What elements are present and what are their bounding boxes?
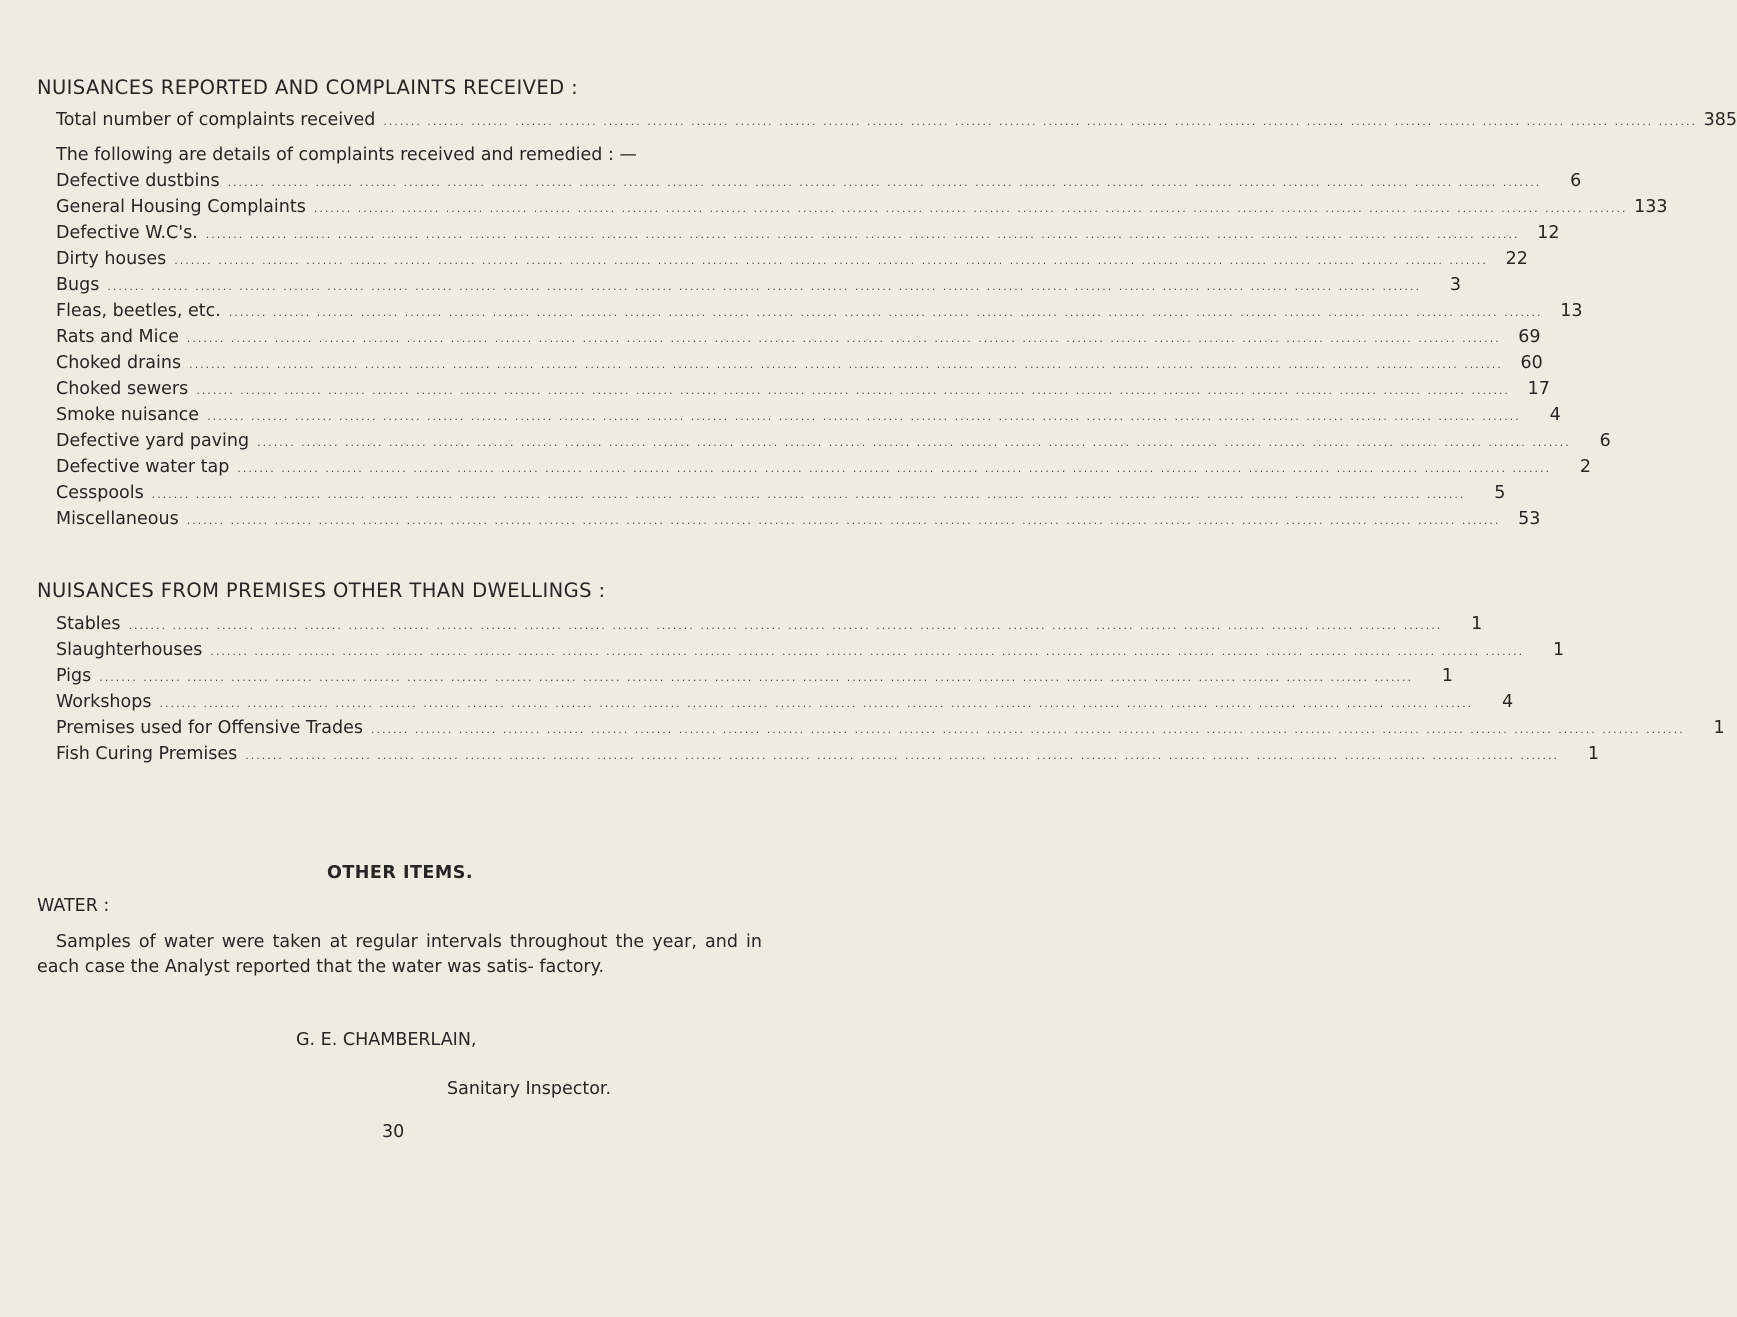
list-item: Bugs ....... ....... ....... ....... ....... ....... ....... ....... ....... ....... ....... ....... ....... ....... ....... ....... ....... ....... ....... ....... ....... ....... ....... ....... ....... ....... ....... ....... ....... ....... 3 bbox=[56, 275, 1462, 295]
water-heading: WATER : bbox=[37, 896, 110, 916]
list-item: Dirty houses ....... ....... ....... ....... ....... ....... ....... ....... ....... ....... ....... ....... ....... ....... ....... ....... ....... ....... ....... ....... ....... ....... ....... ....... ....... ....... ....... ....... ....... ....... 22 bbox=[56, 249, 1528, 269]
total-complaints-value: 385 bbox=[1703, 110, 1737, 130]
list-item: Fleas, beetles, etc. ....... ....... ....... ....... ....... ....... ....... ....... ....... ....... ....... ....... ....... ....... ....... ....... ....... ....... ....... ....... ....... ....... ....... ....... ....... ....... ....... ....... ....... ....... 13 bbox=[56, 301, 1583, 321]
list-item: Rats and Mice ....... ....... ....... ....... ....... ....... ....... ....... ....... ....... ....... ....... ....... ....... ....... ....... ....... ....... ....... ....... ....... ....... ....... ....... ....... ....... ....... ....... ....... ....... 69 bbox=[56, 327, 1541, 347]
list-item: Choked sewers ....... ....... ....... ....... ....... ....... ....... ....... ....... ....... ....... ....... ....... ....... ....... ....... ....... ....... ....... ....... ....... ....... ....... ....... ....... ....... ....... ....... ....... ....... 17 bbox=[56, 379, 1550, 399]
total-complaints-label: Total number of complaints received bbox=[56, 110, 376, 130]
list-item: Defective water tap ....... ....... ....... ....... ....... ....... ....... ....... ....... ....... ....... ....... ....... ....... ....... ....... ....... ....... ....... ....... ....... ....... ....... ....... ....... ....... ....... ....... ....... ....... 2 bbox=[56, 457, 1592, 477]
section1-intro: The following are details of complaints received and remedied : — bbox=[56, 145, 637, 165]
water-text: Samples of water were taken at regular intervals throughout the year, and in each case the Analyst reported that the water was satis- factory. bbox=[37, 932, 762, 977]
other-items-title: OTHER ITEMS. bbox=[326, 863, 474, 883]
section1-heading: NUISANCES REPORTED AND COMPLAINTS RECEIVED : bbox=[37, 76, 579, 99]
list-item: Defective yard paving ....... ....... ....... ....... ....... ....... ....... ....... ....... ....... ....... ....... ....... ....... ....... ....... ....... ....... ....... ....... ....... ....... ....... ....... ....... ....... ....... ....... ....... ....... 6 bbox=[56, 431, 1611, 451]
list-item: Choked drains ....... ....... ....... ....... ....... ....... ....... ....... ....... ....... ....... ....... ....... ....... ....... ....... ....... ....... ....... ....... ....... ....... ....... ....... ....... ....... ....... ....... ....... ....... 60 bbox=[56, 353, 1543, 373]
list-item: Miscellaneous ....... ....... ....... ....... ....... ....... ....... ....... ....... ....... ....... ....... ....... ....... ....... ....... ....... ....... ....... ....... ....... ....... ....... ....... ....... ....... ....... ....... ....... ....... 53 bbox=[56, 509, 1541, 529]
water-paragraph bbox=[37, 930, 762, 980]
list-item: Smoke nuisance ....... ....... ....... ....... ....... ....... ....... ....... ....... ....... ....... ....... ....... ....... ....... ....... ....... ....... ....... ....... ....... ....... ....... ....... ....... ....... ....... ....... ....... ....... 4 bbox=[56, 405, 1561, 425]
list-item: Slaughterhouses ....... ....... ....... ....... ....... ....... ....... ....... ....... ....... ....... ....... ....... ....... ....... ....... ....... ....... ....... ....... ....... ....... ....... ....... ....... ....... ....... ....... ....... ....... 1 bbox=[56, 640, 1565, 660]
list-item: Pigs ....... ....... ....... ....... ....... ....... ....... ....... ....... ....... ....... ....... ....... ....... ....... ....... ....... ....... ....... ....... ....... ....... ....... ....... ....... ....... ....... ....... ....... ....... 1 bbox=[56, 666, 1453, 686]
list-item: Fish Curing Premises ....... ....... ....... ....... ....... ....... ....... ....... ....... ....... ....... ....... ....... ....... ....... ....... ....... ....... ....... ....... ....... ....... ....... ....... ....... ....... ....... ....... ....... ....... 1 bbox=[56, 744, 1599, 764]
list-item: Defective dustbins ....... ....... ....... ....... ....... ....... ....... ....... ....... ....... ....... ....... ....... ....... ....... ....... ....... ....... ....... ....... ....... ....... ....... ....... ....... ....... ....... ....... ....... ....... 6 bbox=[56, 171, 1582, 191]
list-item: Defective W.C's. ....... ....... ....... ....... ....... ....... ....... ....... ....... ....... ....... ....... ....... ....... ....... ....... ....... ....... ....... ....... ....... ....... ....... ....... ....... ....... ....... ....... ....... ....... 12 bbox=[56, 223, 1560, 243]
leader-dots: ....... ....... ....... ....... ....... ....... ....... ....... ....... ....... ....... ....... ....... ....... ....... ....... ....... ....... ....... ....... ....... ....... ....... ....... ....... ....... ....... ....... ....... ....... bbox=[383, 115, 1698, 128]
page-number: 30 bbox=[382, 1122, 405, 1142]
list-item: Workshops ....... ....... ....... ....... ....... ....... ....... ....... ....... ....... ....... ....... ....... ....... ....... ....... ....... ....... ....... ....... ....... ....... ....... ....... ....... ....... ....... ....... ....... ....... 4 bbox=[56, 692, 1514, 712]
signature-name: G. E. CHAMBERLAIN, bbox=[296, 1030, 477, 1050]
list-item: Stables ....... ....... ....... ....... ....... ....... ....... ....... ....... ....... ....... ....... ....... ....... ....... ....... ....... ....... ....... ....... ....... ....... ....... ....... ....... ....... ....... ....... ....... ....... 1 bbox=[56, 614, 1483, 634]
signature-title: Sanitary Inspector. bbox=[447, 1079, 612, 1099]
list-item: Premises used for Offensive Trades ....... ....... ....... ....... ....... ....... ....... ....... ....... ....... ....... ....... ....... ....... ....... ....... ....... ....... ....... ....... ....... ....... ....... ....... ....... ....... ....... ....... ....... ....... 1 bbox=[56, 718, 1725, 738]
section2-heading: NUISANCES FROM PREMISES OTHER THAN DWELLINGS : bbox=[37, 579, 606, 602]
list-item: Cesspools ....... ....... ....... ....... ....... ....... ....... ....... ....... ....... ....... ....... ....... ....... ....... ....... ....... ....... ....... ....... ....... ....... ....... ....... ....... ....... ....... ....... ....... ....... 5 bbox=[56, 483, 1506, 503]
total-complaints-row bbox=[56, 110, 1737, 130]
list-item: General Housing Complaints ....... ....... ....... ....... ....... ....... ....... ....... ....... ....... ....... ....... ....... ....... ....... ....... ....... ....... ....... ....... ....... ....... ....... ....... ....... ....... ....... ....... ....... ....... 133 bbox=[56, 197, 1668, 217]
